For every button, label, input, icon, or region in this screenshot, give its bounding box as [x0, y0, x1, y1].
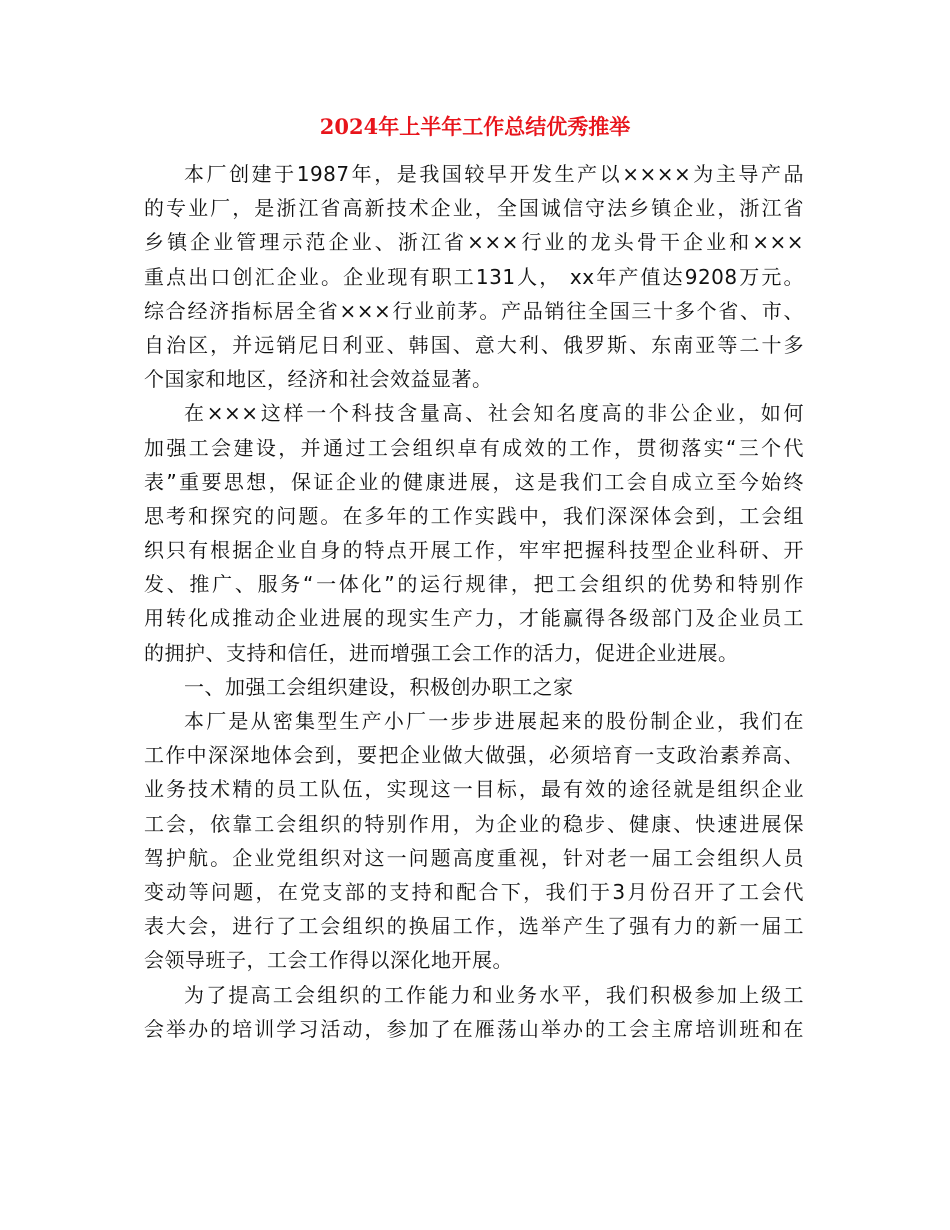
- document-title: 2024年上半年工作总结优秀推举: [319, 114, 631, 139]
- paragraph-company-intro: [144, 157, 804, 396]
- text-line: 本厂创建于1987年，是我国较早开发生产以××××为主导产品: [184, 162, 804, 186]
- text-line: 本厂是从密集型生产小厂一步步进展起来的股份制企业，我们在: [184, 709, 804, 733]
- text-line: 发、推广、服务“一体化”的运行规律，把工会组织的优势和特别作: [144, 572, 804, 597]
- text-line: 的拥护、支持和信任，进而增强工会工作的活力，促进企业进展。: [144, 640, 739, 665]
- text-line: 表大会，进行了工会组织的换届工作，选举产生了强有力的新一届工: [144, 914, 804, 939]
- text-line: 工会，依靠工会组织的特别作用，为企业的稳步、健康、快速进展保: [144, 811, 804, 836]
- text-line: 乡镇企业管理示范企业、浙江省×××行业的龙头骨干企业和×××: [144, 230, 804, 255]
- text-line: 会举办的培训学习活动，参加了在雁荡山举办的工会主席培训班和在: [144, 1016, 804, 1041]
- paragraph-union-building: [144, 396, 804, 670]
- text-line: 表”重要思想，保证企业的健康进展，这是我们工会自成立至今始终: [144, 469, 804, 494]
- document-body: [144, 157, 804, 1046]
- text-line: 会领导班子，工会工作得以深化地开展。: [144, 948, 513, 973]
- section-heading-1: [144, 670, 804, 704]
- text-line: 用转化成推动企业进展的现实生产力，才能赢得各级部门及企业员工: [144, 606, 804, 631]
- text-line: 的专业厂，是浙江省高新技术企业，全国诚信守法乡镇企业，浙江省: [144, 196, 804, 221]
- paragraph-training: [144, 978, 804, 1046]
- text-line: 思考和探究的问题。在多年的工作实践中，我们深深体会到，工会组: [144, 503, 804, 528]
- text-line: 变动等问题，在党支部的支持和配合下，我们于3月份召开了工会代: [144, 879, 804, 904]
- text-line: 加强工会建设，并通过工会组织卓有成效的工作，贯彻落实“三个代: [144, 435, 804, 460]
- text-line: 驾护航。企业党组织对这一问题高度重视，针对老一届工会组织人员: [144, 845, 804, 870]
- text-line: 在×××这样一个科技含量高、社会知名度高的非公企业，如何: [184, 401, 804, 426]
- text-line: 一、加强工会组织建设，积极创办职工之家: [184, 674, 574, 699]
- text-line: 重点出口创汇企业。企业现有职工131人， xx年产值达9208万元。: [144, 264, 804, 289]
- text-line: 业务技术精的员工队伍，实现这一目标，最有效的途径就是组织企业: [144, 777, 804, 802]
- text-line: 织只有根据企业自身的特点开展工作，牢牢把握科技型企业科研、开: [144, 538, 804, 563]
- text-line: 个国家和地区，经济和社会效益显著。: [144, 367, 493, 392]
- text-line: 综合经济指标居全省×××行业前茅。产品销往全国三十多个省、市、: [144, 298, 804, 323]
- text-line: 自治区，并远销尼日利亚、韩国、意大利、俄罗斯、东南亚等二十多: [144, 332, 804, 357]
- paragraph-shareholding: [144, 704, 804, 978]
- text-line: 工作中深深地体会到，要把企业做大做强，必须培育一支政治素养高、: [144, 743, 804, 768]
- text-line: 为了提高工会组织的工作能力和业务水平，我们积极参加上级工: [184, 982, 804, 1007]
